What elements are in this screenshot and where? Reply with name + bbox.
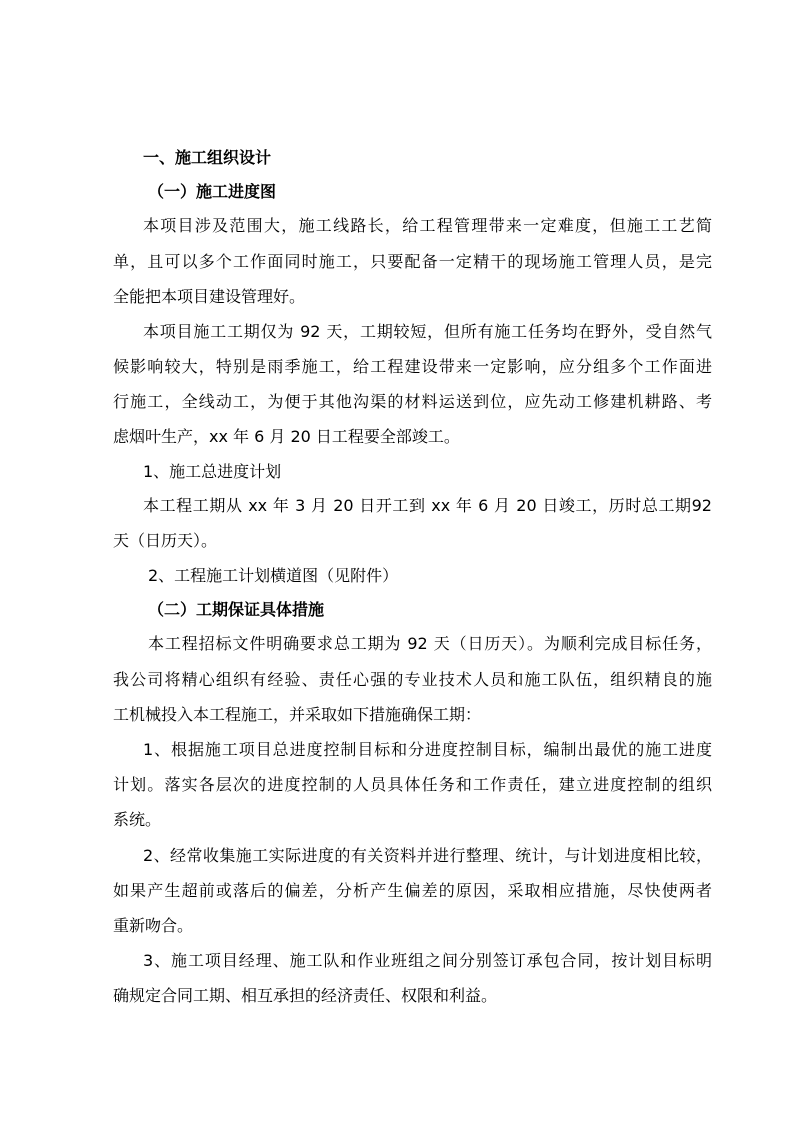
text-line: 重新吻合。 [113, 916, 194, 935]
text-line: 工机械投入本工程施工，并采取如下措施确保工期： [113, 705, 482, 724]
text-line: 本工程工期从 xx 年 3 月 20 日开工到 xx 年 6 月 20 日竣工，历时总工期92 [143, 496, 712, 515]
item-heading-gantt: 2、工程施工计划横道图（见附件） [148, 566, 399, 585]
section-heading: 一、施工组织设计 [143, 148, 272, 167]
text-line: 行施工，全线动工，为便于其他沟渠的材料运送到位，应先动工修建机耕路、考 [113, 392, 712, 411]
text-line: 3、施工项目经理、施工队和作业班组之间分别签订承包合同，按计划目标明 [143, 951, 712, 970]
subsection-heading-measures: （二）工期保证具体措施 [148, 600, 325, 619]
subsection-heading-schedule: （一）施工进度图 [148, 182, 277, 201]
text-line: 本项目施工工期仅为 92 天，工期较短，但所有施工任务均在野外，受自然气 [143, 322, 712, 341]
text-line: 全能把本项目建设管理好。 [113, 287, 306, 306]
text-line: 候影响较大，特别是雨季施工，给工程建设带来一定影响，应分组多个工作面进 [113, 357, 712, 376]
text-line: 确规定合同工期、相互承担的经济责任、权限和利益。 [113, 986, 498, 1005]
text-line: 系统。 [113, 810, 162, 829]
text-line: 本工程招标文件明确要求总工期为 92 天（日历天）。为顺利完成目标任务， [148, 634, 712, 653]
text-line: 1、根据施工项目总进度控制目标和分进度控制目标，编制出最优的施工进度 [143, 740, 712, 759]
text-line: 单，且可以多个工作面同时施工，只要配备一定精干的现场施工管理人员，是完 [113, 252, 712, 271]
text-line: 天（日历天）。 [113, 531, 218, 550]
item-heading-overall-plan: 1、施工总进度计划 [143, 462, 282, 481]
text-line: 我公司将精心组织有经验、责任心强的专业技术人员和施工队伍，组织精良的施 [113, 670, 712, 689]
text-line: 本项目涉及范围大，施工线路长，给工程管理带来一定难度，但施工工艺简 [143, 216, 712, 235]
text-line: 计划。落实各层次的进度控制的人员具体任务和工作责任，建立进度控制的组织 [113, 775, 712, 794]
text-line: 如果产生超前或落后的偏差，分析产生偏差的原因，采取相应措施，尽快使两者 [113, 881, 712, 900]
text-line: 虑烟叶生产，xx 年 6 月 20 日工程要全部竣工。 [113, 427, 460, 446]
text-line: 2、经常收集施工实际进度的有关资料并进行整理、统计，与计划进度相比较， [143, 846, 712, 865]
